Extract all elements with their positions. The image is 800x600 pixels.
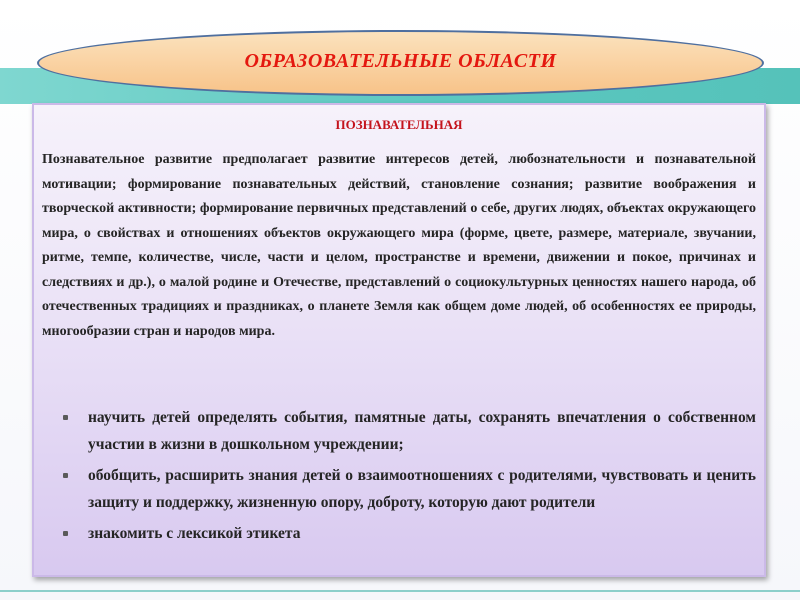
description-paragraph: Познавательное развитие предполагает развитие интересов детей, любознательности и познавательной мотивации; формирование познавательных действий, становление сознания; развитие воображения и творческой активности; формирование первичных представлений о себе, других людях, объектах окружающего мира, о свойствах и отношениях объектов окружающего мира (форме, цвете, размере, материале, звучании, ритме, темпе, количестве, числе, части и целом, пространстве и времени, движении и покое, причинах и следствиях и др.), о малой родине и Отечестве, представлений о социокультурных ценностях нашего народа, об отечественных традициях и праздниках, о планете Земля как общем доме людей, об особенностях ее природы, многообразии стран и народов мира.: [42, 152, 756, 339]
bullet-text: научить детей определять события, памятные даты, сохранять впечатления о собственном участии в жизни в дошкольном учреждении;: [88, 409, 756, 453]
slide-title: ОБРАЗОВАТЕЛЬНЫЕ ОБЛАСТИ: [244, 49, 557, 72]
bullet-text: обобщить, расширить знания детей о взаимоотношениях с родителями, чувствовать и ценить защиту и поддержку, жизненную опору, доброту, которую дают родители: [88, 467, 756, 511]
title-oval: [37, 30, 764, 96]
bullet-list: [42, 404, 756, 551]
list-item: [42, 520, 756, 547]
bottom-divider: [0, 590, 800, 592]
section-title: ПОЗНАВАТЕЛЬНАЯ: [335, 117, 463, 132]
bullet-icon: [63, 415, 68, 420]
bullet-text: знакомить с лексикой этикета: [88, 525, 301, 542]
bullet-icon: [63, 531, 68, 536]
list-item: [42, 404, 756, 458]
list-item: [42, 462, 756, 516]
bullet-icon: [63, 473, 68, 478]
